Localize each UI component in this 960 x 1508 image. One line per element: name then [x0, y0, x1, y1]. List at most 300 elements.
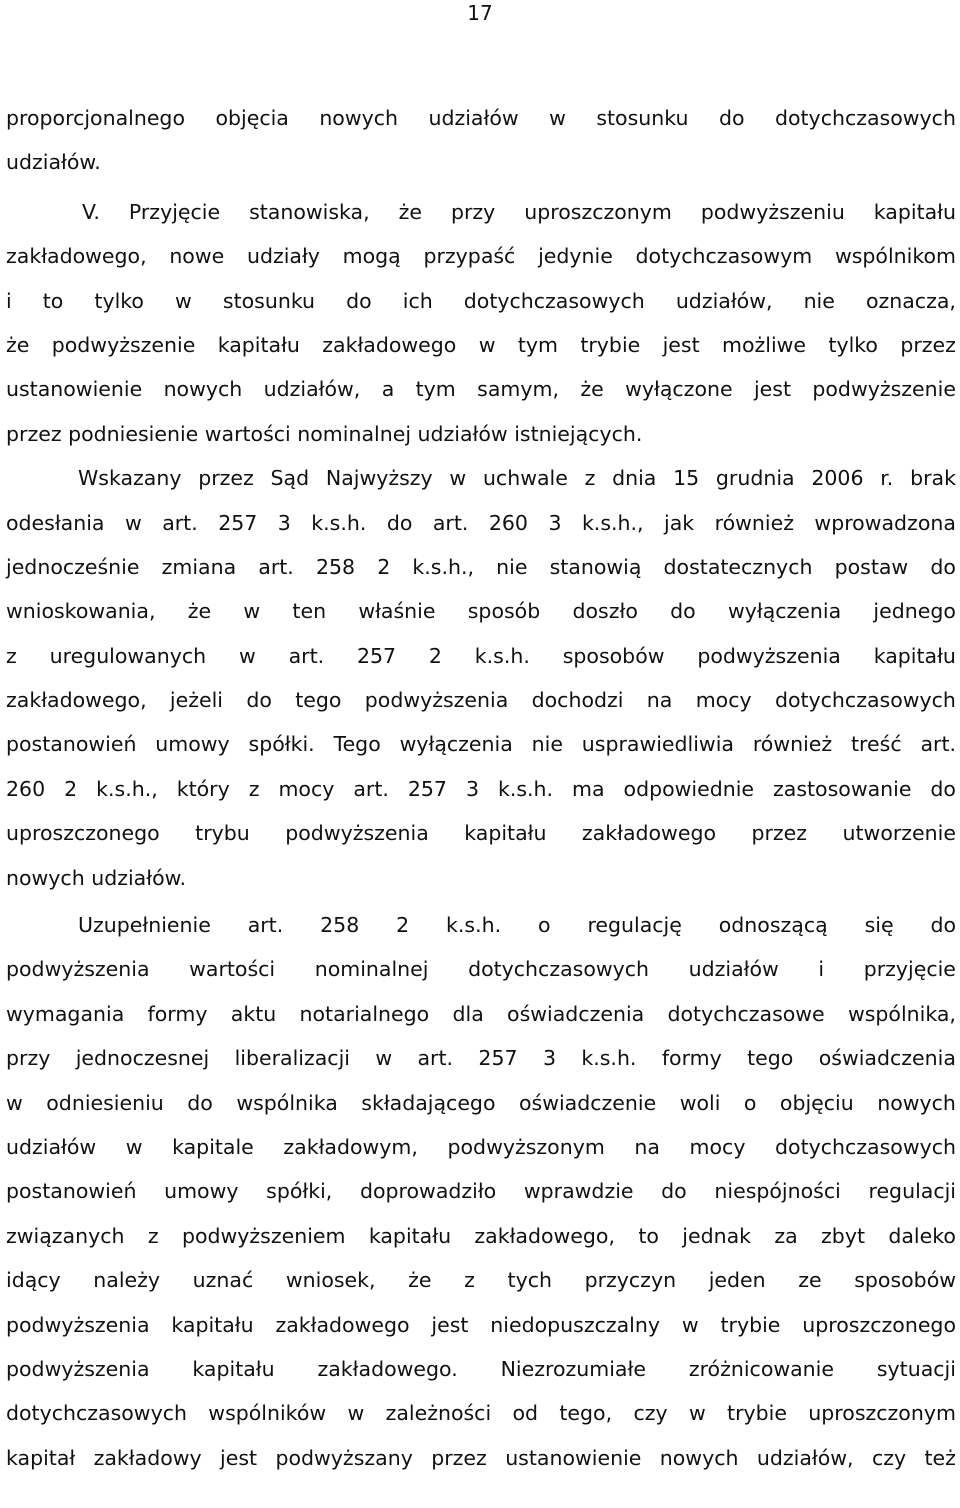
word: podwyższeniu: [700, 199, 845, 224]
word: k.s.h.: [581, 1046, 637, 1071]
word: do: [930, 554, 956, 579]
word: podwyższenia: [6, 1312, 150, 1337]
word: 258: [315, 554, 356, 579]
text-line: [6, 678, 956, 722]
word: Przyjęcie: [128, 199, 221, 224]
word: udziałów,: [675, 288, 773, 313]
word: postanowień: [6, 1179, 137, 1204]
text-line: [6, 767, 956, 811]
word: uznać: [192, 1268, 254, 1293]
word: kapitału: [464, 821, 547, 846]
word: 3: [542, 1046, 556, 1071]
text-line: [6, 456, 956, 500]
word: przyjęcie: [863, 957, 956, 982]
word: usprawiedliwia: [581, 732, 734, 757]
word: 260: [488, 510, 528, 535]
word: udziałów: [428, 106, 519, 130]
word: przypaść: [423, 244, 516, 269]
word: ustanowienie: [505, 1445, 642, 1470]
word: jednocześnie: [6, 554, 140, 579]
word: jednego: [873, 599, 956, 624]
word: zakładowego,: [474, 1223, 615, 1248]
word: podwyższenie: [51, 332, 196, 357]
text-line: nowych udziałów.: [6, 865, 187, 890]
word: nie: [496, 554, 528, 579]
text-line: [6, 634, 956, 678]
word: zróżnicowanie: [688, 1356, 834, 1381]
word: podwyższenia: [6, 957, 150, 982]
word: kapitał: [6, 1445, 76, 1470]
word: należy: [93, 1268, 161, 1293]
word: dotychczasowych: [774, 688, 956, 713]
word: kapitału: [368, 1223, 452, 1248]
paragraph: [6, 190, 956, 456]
word: nie: [531, 732, 563, 757]
word: art.: [247, 913, 284, 938]
word: zakładowego,: [6, 688, 147, 713]
text-line: [6, 234, 956, 278]
word: uproszczonym: [808, 1401, 956, 1426]
word: w: [375, 1046, 393, 1071]
word: jest: [753, 377, 791, 402]
word: trybu: [195, 821, 250, 846]
text-line: [6, 1436, 956, 1480]
word: art.: [353, 776, 389, 801]
word: tym: [517, 332, 558, 357]
word: przy: [450, 199, 496, 224]
word: wspólnika,: [847, 1001, 956, 1026]
text-line: [6, 1347, 956, 1391]
word: kapitale: [172, 1134, 254, 1159]
word: dotychczasowe: [667, 1001, 825, 1026]
word: jedynie: [538, 244, 613, 269]
word: z: [6, 643, 17, 668]
word: podwyższenia: [6, 1356, 150, 1381]
word: art.: [417, 1046, 454, 1071]
word: który: [176, 776, 230, 801]
word: brak: [910, 466, 956, 491]
word: zakładowego: [322, 332, 457, 357]
word: odnoszącą: [718, 913, 828, 938]
word: tych: [507, 1268, 552, 1293]
word: k.s.h.,: [581, 510, 644, 535]
word: sposobów: [854, 1268, 956, 1293]
word: przy: [6, 1046, 51, 1071]
text-line: [6, 367, 956, 411]
word: wspólnika: [236, 1090, 338, 1115]
word: kapitału: [192, 1356, 275, 1381]
word: k.s.h.,: [96, 776, 158, 801]
text-line: [6, 1169, 956, 1213]
word: art.: [432, 510, 469, 535]
word: i: [818, 957, 825, 982]
word: kapitału: [171, 1312, 254, 1337]
word: przyczyn: [584, 1268, 677, 1293]
word: wspólników: [208, 1401, 327, 1426]
word: idący: [6, 1268, 61, 1293]
word: uregulowanych: [49, 643, 207, 668]
word: nowych: [659, 1445, 739, 1470]
word: nowych: [163, 377, 243, 402]
word: regulację: [587, 913, 682, 938]
word: też: [924, 1445, 956, 1470]
word: stosunku: [596, 106, 689, 130]
word: udziałów,: [263, 377, 361, 402]
word: z: [584, 466, 596, 491]
word: grudnia: [715, 466, 795, 491]
word: i: [6, 288, 12, 313]
word: k.s.h.: [497, 776, 554, 801]
word: stanowiska,: [249, 199, 370, 224]
word: w: [681, 1312, 699, 1337]
word: o: [538, 913, 551, 938]
word: 2: [64, 776, 78, 801]
word: zakładowego,: [6, 244, 147, 269]
word: samym,: [477, 377, 559, 402]
word: 257: [218, 510, 258, 535]
paragraph: [6, 456, 956, 900]
word: jednoczesnej: [75, 1046, 210, 1071]
word: objęciu: [779, 1090, 854, 1115]
text-line: [6, 96, 956, 140]
word: liberalizacji: [234, 1046, 350, 1071]
word: uproszczonym: [524, 199, 672, 224]
word: treść: [851, 732, 902, 757]
word: sposób: [467, 599, 541, 624]
word: k.s.h.,: [412, 554, 475, 579]
text-line: [6, 279, 956, 323]
word: ten: [292, 599, 327, 624]
word: dotychczasowych: [463, 288, 645, 313]
word: że: [580, 377, 604, 402]
word: regulacji: [868, 1179, 956, 1204]
word: na: [646, 688, 673, 713]
word: że: [408, 1268, 432, 1293]
text-line: [6, 190, 956, 234]
word: jest: [662, 332, 700, 357]
word: wartości: [189, 957, 276, 982]
word: do: [930, 913, 956, 938]
word: mogą: [342, 244, 401, 269]
word: podwyższenia: [697, 643, 841, 668]
paragraph: [6, 96, 956, 185]
word: 3: [465, 776, 479, 801]
word: w: [125, 1134, 143, 1159]
text-line: przez podniesienie wartości nominalnej udziałów istniejących.: [6, 421, 643, 446]
word: Najwyższy: [325, 466, 433, 491]
word: to: [42, 288, 64, 313]
word: z: [464, 1268, 475, 1293]
word: formy: [661, 1046, 722, 1071]
word: umowy: [155, 732, 230, 757]
text-line: [6, 992, 956, 1036]
word: oświadczenia: [818, 1046, 956, 1071]
word: 258: [320, 913, 360, 938]
word: również: [752, 732, 833, 757]
word: wspólnikom: [834, 244, 956, 269]
word: odpowiednie: [623, 776, 755, 801]
word: na: [634, 1134, 660, 1159]
word: mocy: [689, 1134, 746, 1159]
word: podwyższonym: [447, 1134, 605, 1159]
word: w: [347, 1401, 365, 1426]
word: postanowień: [6, 732, 137, 757]
word: od: [512, 1401, 539, 1426]
word: a: [381, 377, 395, 402]
word: r.: [880, 466, 894, 491]
word: przez: [751, 821, 808, 846]
word: 2: [428, 643, 442, 668]
word: do: [670, 599, 696, 624]
word: Tego: [333, 732, 381, 757]
word: nowych: [319, 106, 399, 130]
word: zakładowym,: [283, 1134, 418, 1159]
word: wyłączenia: [399, 732, 513, 757]
word: wymagania: [6, 1001, 125, 1026]
word: zastosowanie: [773, 776, 912, 801]
word: wprawdzie: [523, 1179, 634, 1204]
word: udziałów,: [756, 1445, 854, 1470]
word: stanowią: [549, 554, 642, 579]
word: spółki.: [248, 732, 315, 757]
word: się: [864, 913, 894, 938]
text-line: udziałów.: [6, 150, 101, 175]
word: składającego: [361, 1090, 496, 1115]
word: 2006: [811, 466, 864, 491]
text-line: [6, 1036, 956, 1080]
word: V.: [82, 199, 100, 224]
word: do: [718, 106, 745, 130]
word: jest: [220, 1445, 258, 1470]
word: w: [688, 1401, 706, 1426]
word: mocy: [278, 776, 335, 801]
word: podwyższany: [275, 1445, 413, 1470]
word: 2: [396, 913, 410, 938]
word: dotychczasowym: [635, 244, 813, 269]
word: wprowadzona: [814, 510, 956, 535]
word: umowy: [164, 1179, 239, 1204]
word: nie: [803, 288, 835, 313]
word: zakładowego: [275, 1312, 410, 1337]
word: trybie: [580, 332, 641, 357]
paragraph: [6, 903, 956, 1480]
word: udziały: [246, 244, 320, 269]
word: czy: [633, 1401, 668, 1426]
word: k.s.h.: [311, 510, 367, 535]
word: niedopuszczalny: [490, 1312, 660, 1337]
word: możliwe: [722, 332, 807, 357]
word: do: [187, 1090, 213, 1115]
text-line: [6, 1081, 956, 1125]
word: doszło: [572, 599, 638, 624]
word: dotychczasowych: [6, 1401, 187, 1426]
word: w: [124, 510, 142, 535]
word: zakładowego.: [317, 1356, 458, 1381]
text-line: [6, 1391, 956, 1435]
word: przez: [900, 332, 956, 357]
word: nowe: [169, 244, 225, 269]
word: podwyższenia: [364, 688, 509, 713]
word: stosunku: [222, 288, 316, 313]
word: zbyt: [821, 1223, 865, 1248]
word: 260: [6, 776, 46, 801]
text-line: [6, 1125, 956, 1169]
text-line: [6, 947, 956, 991]
word: woli: [679, 1090, 721, 1115]
word: ma: [572, 776, 605, 801]
word: wyłączone: [625, 377, 733, 402]
word: art.: [920, 732, 956, 757]
word: oświadczenie: [518, 1090, 657, 1115]
word: do: [661, 1179, 687, 1204]
word: zależności: [385, 1401, 492, 1426]
word: dotychczasowych: [468, 957, 650, 982]
word: jest: [431, 1312, 469, 1337]
word: 2: [377, 554, 391, 579]
word: daleko: [888, 1223, 956, 1248]
word: mocy: [695, 688, 752, 713]
word: tego: [295, 688, 342, 713]
word: 257: [356, 643, 397, 668]
word: notarialnego: [299, 1001, 430, 1026]
word: do: [386, 510, 413, 535]
word: k.s.h.: [474, 643, 530, 668]
word: jednak: [682, 1223, 752, 1248]
word: przez: [431, 1445, 487, 1470]
word: dostatecznych: [663, 554, 813, 579]
word: jeden: [708, 1268, 766, 1293]
page-number: 17: [467, 1, 493, 25]
word: ze: [798, 1268, 822, 1293]
word: Sąd: [270, 466, 310, 491]
word: jeżeli: [169, 688, 223, 713]
word: art.: [162, 510, 198, 535]
word: zakładowy: [93, 1445, 202, 1470]
word: w: [238, 643, 256, 668]
document-body: [6, 96, 956, 1480]
word: 3: [548, 510, 562, 535]
text-line: [6, 1214, 956, 1258]
word: to: [638, 1223, 659, 1248]
word: że: [6, 332, 30, 357]
word: Niezrozumiałe: [500, 1356, 646, 1381]
word: kapitału: [873, 199, 956, 224]
word: uchwale: [482, 466, 568, 491]
word: Uzupełnienie: [78, 913, 211, 938]
word: 257: [407, 776, 447, 801]
text-line: [6, 811, 956, 855]
word: w: [449, 466, 467, 491]
word: z: [248, 776, 260, 801]
word: sytuacji: [876, 1356, 956, 1381]
word: dotychczasowych: [774, 106, 956, 130]
word: zakładowego: [581, 821, 716, 846]
word: do: [246, 688, 272, 713]
word: dnia: [612, 466, 657, 491]
word: dochodzi: [531, 688, 624, 713]
word: utworzenie: [842, 821, 956, 846]
word: Wskazany: [78, 466, 182, 491]
word: dotychczasowych: [775, 1134, 956, 1159]
word: udziałów: [6, 1134, 97, 1159]
word: 15: [673, 466, 700, 491]
text-line: [6, 903, 956, 947]
word: 3: [277, 510, 291, 535]
word: w: [549, 106, 566, 130]
word: objęcia: [215, 106, 289, 130]
word: k.s.h.: [446, 913, 502, 938]
word: trybie: [720, 1312, 781, 1337]
word: nowych: [877, 1090, 956, 1115]
word: wniosek,: [285, 1268, 376, 1293]
text-line: [6, 545, 956, 589]
word: za: [774, 1223, 798, 1248]
word: przez: [198, 466, 254, 491]
word: z: [147, 1223, 159, 1248]
word: kapitału: [873, 643, 956, 668]
word: podwyższenia: [285, 821, 429, 846]
word: art.: [288, 643, 325, 668]
word: o: [743, 1090, 757, 1115]
word: niespójności: [714, 1179, 841, 1204]
word: art.: [258, 554, 294, 579]
word: uproszczonego: [802, 1312, 956, 1337]
word: również: [714, 510, 794, 535]
word: do: [346, 288, 372, 313]
text-line: [6, 323, 956, 367]
word: oznacza,: [865, 288, 956, 313]
text-line: [6, 589, 956, 633]
word: sposobów: [562, 643, 665, 668]
word: ustanowienie: [6, 377, 143, 402]
word: doprowadziło: [359, 1179, 497, 1204]
word: że: [398, 199, 422, 224]
word: podwyższenie: [812, 377, 956, 402]
text-line: [6, 722, 956, 766]
word: tego: [747, 1046, 794, 1071]
word: tylko: [828, 332, 878, 357]
word: udziałów: [688, 957, 779, 982]
word: aktu: [230, 1001, 277, 1026]
text-line: [6, 501, 956, 545]
word: postaw: [834, 554, 909, 579]
word: uproszczonego: [6, 821, 160, 846]
word: proporcjonalnego: [6, 106, 185, 130]
word: w: [478, 332, 496, 357]
word: 257: [478, 1046, 518, 1071]
word: tylko: [94, 288, 144, 313]
word: spółki,: [266, 1179, 333, 1204]
word: do: [930, 776, 956, 801]
word: ich: [402, 288, 433, 313]
word: że: [187, 599, 212, 624]
word: kapitału: [217, 332, 300, 357]
text-line: [6, 1303, 956, 1347]
word: trybie: [727, 1401, 787, 1426]
word: oświadczenia: [507, 1001, 645, 1026]
word: podwyższeniem: [181, 1223, 346, 1248]
word: nominalnej: [314, 957, 429, 982]
word: odniesieniu: [46, 1090, 164, 1115]
word: wnioskowania,: [6, 599, 156, 624]
word: dla: [452, 1001, 484, 1026]
text-line: [6, 1258, 956, 1302]
word: odesłania: [6, 510, 105, 535]
word: formy: [147, 1001, 208, 1026]
word: zmiana: [161, 554, 237, 579]
word: tego,: [559, 1401, 613, 1426]
word: w: [175, 288, 192, 313]
